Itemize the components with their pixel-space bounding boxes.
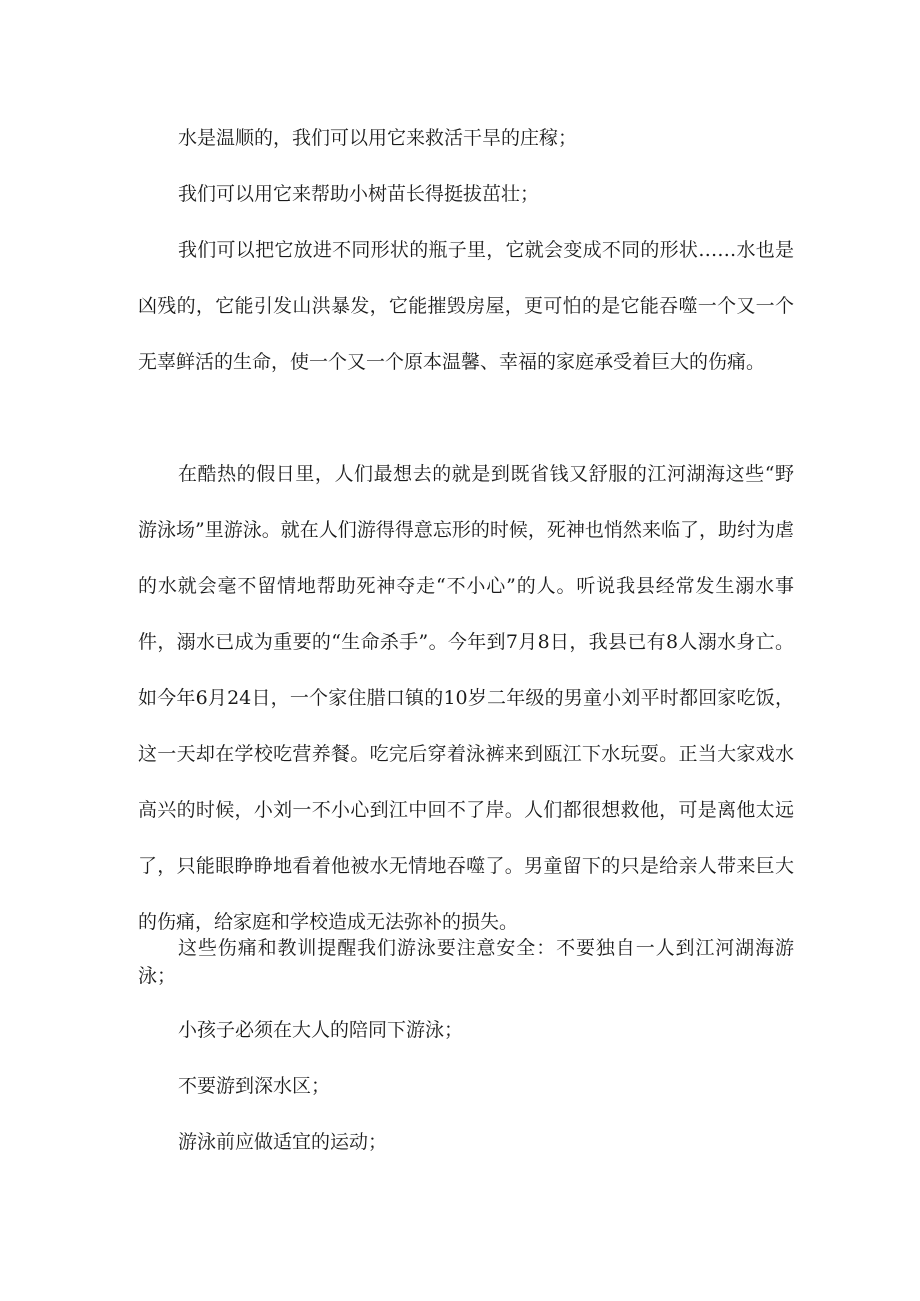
paragraph-8: 游泳前应做适宜的运动；: [178, 1131, 388, 1153]
paragraph-1: 水是温顺的，我们可以用它来救活干旱的庄稼；: [178, 127, 578, 149]
paragraph-2: 我们可以用它来帮助小树苗长得挺拔茁壮；: [178, 183, 540, 205]
paragraph-6: 小孩子必须在大人的陪同下游泳；: [178, 1019, 464, 1041]
paragraph-4: 在酷热的假日里，人们最想去的就是到既省钱又舒服的江河湖海这些“野游泳场”里游泳。就在人们游得得意忘形的时候，死神也悄然来临了，助纣为虐的水就会毫不留情地帮助死神夺走“不小心”的人。听说我县经常发生溺水事件，溺水已成为重要的“生命杀手”。今年到7月8日，我县已有8人溺水身亡。如今年6月24日，一个家住腊口镇的10岁二年级的男童小刘平时都回家吃饭，这一天却在学校吃营养餐。吃完后穿着泳裤来到瓯江下水玩耍。正当大家戏水高兴的时候，小刘一不小心到江中回不了岸。人们都很想救他，可是离他太远了，只能眼睁睁地看着他被水无情地吞噬了。男童留下的只是给亲人带来巨大的伤痛，给家庭和学校造成无法弥补的损失。: [138, 463, 794, 933]
paragraph-3: 我们可以把它放进不同形状的瓶子里，它就会变成不同的形状……水也是凶残的，它能引发山洪暴发，它能摧毁房屋，更可怕的是它能吞噬一个又一个无辜鲜活的生命，使一个又一个原本温馨、幸福的家庭承受着巨大的伤痛。: [138, 239, 794, 373]
paragraph-5: 这些伤痛和教训提醒我们游泳要注意安全：不要独自一人到江河湖海游泳；: [138, 937, 794, 987]
paragraph-7: 不要游到深水区；: [178, 1075, 331, 1097]
